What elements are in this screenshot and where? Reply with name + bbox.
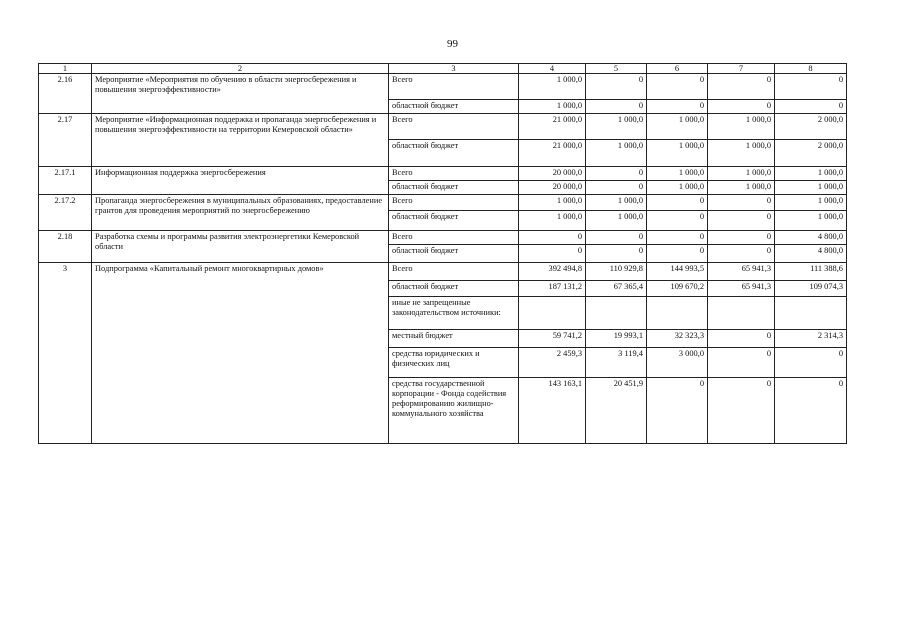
row-name: Мероприятие «Мероприятия по обучению в области энергосбережения и повышения энергоэффективности» <box>92 74 389 114</box>
value-cell: 0 <box>519 245 586 263</box>
value-cell: 20 451,9 <box>586 378 647 444</box>
row-name: Информационная поддержка энергосбережения <box>92 167 389 195</box>
value-cell: 1 000,0 <box>775 211 847 231</box>
funding-source: Всего <box>389 263 519 281</box>
funding-source: областной бюджет <box>389 100 519 114</box>
table-row <box>39 114 847 140</box>
value-cell <box>519 297 586 330</box>
value-cell: 32 323,3 <box>647 330 708 348</box>
value-cell: 4 800,0 <box>775 245 847 263</box>
value-cell <box>708 297 775 330</box>
funding-source: Всего <box>389 167 519 181</box>
row-code: 3 <box>39 263 92 444</box>
value-cell: 2 314,3 <box>775 330 847 348</box>
column-number: 3 <box>389 64 519 74</box>
value-cell: 0 <box>586 181 647 195</box>
column-number: 1 <box>39 64 92 74</box>
row-name: Пропаганда энергосбережения в муниципальных образованиях, предоставление грантов для проведения мероприятий по энергосбережению <box>92 195 389 231</box>
funding-source: средства юридических и физических лиц <box>389 348 519 378</box>
funding-source: областной бюджет <box>389 140 519 167</box>
value-cell: 1 000,0 <box>647 167 708 181</box>
value-cell: 21 000,0 <box>519 140 586 167</box>
value-cell: 143 163,1 <box>519 378 586 444</box>
funding-source: областной бюджет <box>389 281 519 297</box>
value-cell: 1 000,0 <box>775 195 847 211</box>
value-cell: 0 <box>647 195 708 211</box>
value-cell: 1 000,0 <box>519 74 586 100</box>
value-cell: 4 800,0 <box>775 231 847 245</box>
funding-source: Всего <box>389 74 519 100</box>
value-cell: 0 <box>586 231 647 245</box>
funding-source: Всего <box>389 231 519 245</box>
value-cell: 1 000,0 <box>519 211 586 231</box>
value-cell: 1 000,0 <box>647 140 708 167</box>
value-cell: 0 <box>775 74 847 100</box>
value-cell: 0 <box>586 167 647 181</box>
value-cell: 0 <box>647 211 708 231</box>
row-code: 2.18 <box>39 231 92 263</box>
funding-source: местный бюджет <box>389 330 519 348</box>
value-cell: 21 000,0 <box>519 114 586 140</box>
value-cell: 1 000,0 <box>586 114 647 140</box>
value-cell: 1 000,0 <box>647 181 708 195</box>
value-cell: 0 <box>708 378 775 444</box>
value-cell: 0 <box>519 231 586 245</box>
value-cell: 111 388,6 <box>775 263 847 281</box>
value-cell: 0 <box>708 348 775 378</box>
column-number: 6 <box>647 64 708 74</box>
value-cell: 0 <box>586 245 647 263</box>
value-cell: 1 000,0 <box>586 140 647 167</box>
value-cell: 1 000,0 <box>519 195 586 211</box>
table-row <box>39 263 847 281</box>
value-cell <box>775 297 847 330</box>
value-cell: 0 <box>775 100 847 114</box>
value-cell: 0 <box>708 195 775 211</box>
value-cell: 0 <box>708 330 775 348</box>
column-number: 4 <box>519 64 586 74</box>
value-cell: 0 <box>775 378 847 444</box>
value-cell: 110 929,8 <box>586 263 647 281</box>
value-cell: 0 <box>647 231 708 245</box>
value-cell: 19 993,1 <box>586 330 647 348</box>
column-number: 5 <box>586 64 647 74</box>
value-cell: 1 000,0 <box>519 100 586 114</box>
budget-table <box>38 63 847 444</box>
value-cell: 0 <box>708 74 775 100</box>
value-cell: 1 000,0 <box>775 167 847 181</box>
value-cell: 1 000,0 <box>708 181 775 195</box>
funding-source: областной бюджет <box>389 181 519 195</box>
column-number: 2 <box>92 64 389 74</box>
value-cell: 2 459,3 <box>519 348 586 378</box>
value-cell: 1 000,0 <box>586 195 647 211</box>
table-row <box>39 231 847 245</box>
value-cell: 0 <box>775 348 847 378</box>
column-number: 8 <box>775 64 847 74</box>
value-cell: 65 941,3 <box>708 281 775 297</box>
value-cell: 392 494,8 <box>519 263 586 281</box>
value-cell: 1 000,0 <box>708 167 775 181</box>
value-cell: 2 000,0 <box>775 140 847 167</box>
funding-source: областной бюджет <box>389 245 519 263</box>
page-number: 99 <box>447 38 458 50</box>
value-cell: 0 <box>647 378 708 444</box>
table-row <box>39 74 847 100</box>
value-cell: 109 074,3 <box>775 281 847 297</box>
value-cell: 59 741,2 <box>519 330 586 348</box>
value-cell: 20 000,0 <box>519 181 586 195</box>
value-cell: 1 000,0 <box>708 114 775 140</box>
row-name: Разработка схемы и программы развития электроэнергетики Кемеровской области <box>92 231 389 263</box>
value-cell: 3 119,4 <box>586 348 647 378</box>
table-row <box>39 195 847 211</box>
value-cell: 0 <box>647 100 708 114</box>
value-cell: 65 941,3 <box>708 263 775 281</box>
value-cell: 20 000,0 <box>519 167 586 181</box>
value-cell: 67 365,4 <box>586 281 647 297</box>
value-cell: 1 000,0 <box>708 140 775 167</box>
funding-source: средства государственной корпорации - Фонда содействия реформированию жилищно-коммунального хозяйства <box>389 378 519 444</box>
value-cell: 3 000,0 <box>647 348 708 378</box>
value-cell: 0 <box>647 74 708 100</box>
value-cell: 0 <box>708 231 775 245</box>
value-cell: 0 <box>586 100 647 114</box>
funding-source: Всего <box>389 195 519 211</box>
funding-source: Всего <box>389 114 519 140</box>
funding-source: иные не запрещенные законодательством источники: <box>389 297 519 330</box>
row-code: 2.17 <box>39 114 92 167</box>
column-number: 7 <box>708 64 775 74</box>
value-cell: 0 <box>708 245 775 263</box>
value-cell: 0 <box>708 100 775 114</box>
row-code: 2.16 <box>39 74 92 114</box>
value-cell: 109 670,2 <box>647 281 708 297</box>
value-cell: 0 <box>647 245 708 263</box>
row-code: 2.17.2 <box>39 195 92 231</box>
funding-source: областной бюджет <box>389 211 519 231</box>
value-cell: 1 000,0 <box>586 211 647 231</box>
value-cell: 187 131,2 <box>519 281 586 297</box>
value-cell: 1 000,0 <box>775 181 847 195</box>
value-cell: 0 <box>586 74 647 100</box>
row-name: Подпрограмма «Капитальный ремонт многоквартирных домов» <box>92 263 389 444</box>
row-name: Мероприятие «Информационная поддержка и пропаганда энергосбережения и повышения энергоэффективности на территории Кемеровской области» <box>92 114 389 167</box>
table-header-row <box>39 64 847 74</box>
row-code: 2.17.1 <box>39 167 92 195</box>
value-cell: 144 993,5 <box>647 263 708 281</box>
table-row <box>39 167 847 181</box>
value-cell: 2 000,0 <box>775 114 847 140</box>
value-cell <box>586 297 647 330</box>
value-cell <box>647 297 708 330</box>
value-cell: 1 000,0 <box>647 114 708 140</box>
value-cell: 0 <box>708 211 775 231</box>
